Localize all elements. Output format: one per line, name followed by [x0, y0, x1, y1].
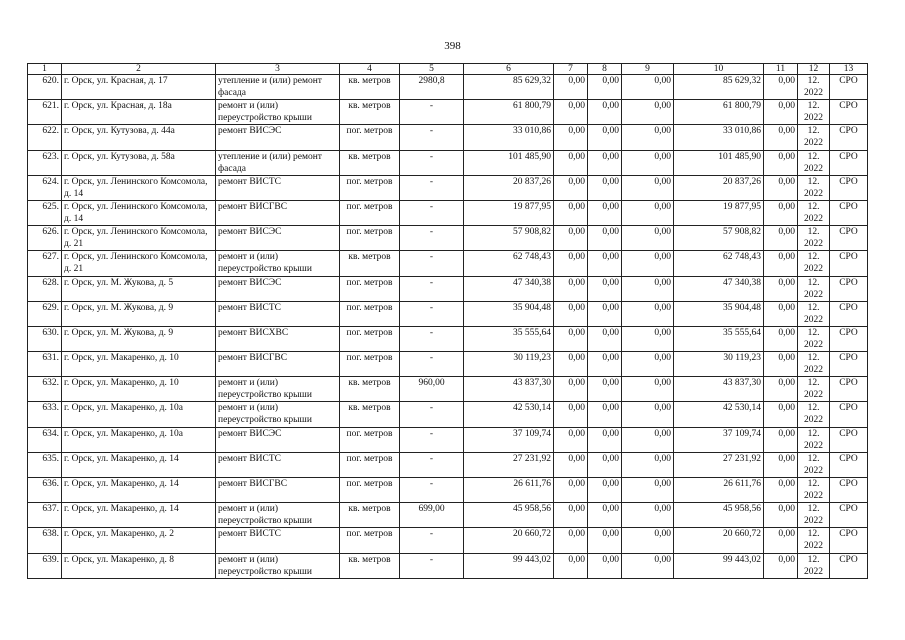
work-type-cell: ремонт ВИСЭС: [216, 276, 340, 301]
source-cell: СРО: [830, 478, 868, 503]
date-cell: 12. 2022: [798, 200, 830, 225]
col11-cell: 0,00: [764, 100, 798, 125]
date-cell: 12. 2022: [798, 402, 830, 427]
address-cell: г. Орск, ул. М. Жукова, д. 5: [62, 276, 216, 301]
col7-cell: 0,00: [554, 427, 588, 452]
table-row: [28, 276, 868, 301]
column-number-row: [28, 64, 868, 75]
source-cell: СРО: [830, 553, 868, 578]
col8-cell: 0,00: [588, 150, 622, 175]
table-row: [28, 226, 868, 251]
work-type-cell: ремонт и (или) переустройство крыши: [216, 503, 340, 528]
address-cell: г. Орск, ул. Макаренко, д. 2: [62, 528, 216, 553]
area-cell: -: [400, 251, 464, 276]
column-header-8: 8: [588, 64, 622, 75]
address-cell: г. Орск, ул. Ленинского Комсомола, д. 21: [62, 226, 216, 251]
date-cell: 12. 2022: [798, 528, 830, 553]
address-cell: г. Орск, ул. Макаренко, д. 10: [62, 377, 216, 402]
unit-cell: кв. метров: [340, 377, 400, 402]
col9-cell: 0,00: [622, 427, 674, 452]
col7-cell: 0,00: [554, 100, 588, 125]
table-row: [28, 427, 868, 452]
unit-cell: пог. метров: [340, 226, 400, 251]
source-cell: СРО: [830, 100, 868, 125]
column-header-13: 13: [830, 64, 868, 75]
row-number: 620.: [28, 75, 62, 100]
col9-cell: 0,00: [622, 200, 674, 225]
address-cell: г. Орск, ул. Красная, д. 18а: [62, 100, 216, 125]
area-cell: 699,00: [400, 503, 464, 528]
total-cost-cell: 101 485,90: [464, 150, 554, 175]
col11-cell: 0,00: [764, 352, 798, 377]
row-number: 636.: [28, 478, 62, 503]
date-cell: 12. 2022: [798, 75, 830, 100]
source-cell: СРО: [830, 503, 868, 528]
unit-cell: кв. метров: [340, 503, 400, 528]
address-cell: г. Орск, ул. М. Жукова, д. 9: [62, 326, 216, 351]
col10-cell: 85 629,32: [674, 75, 764, 100]
col9-cell: 0,00: [622, 150, 674, 175]
col9-cell: 0,00: [622, 352, 674, 377]
col8-cell: 0,00: [588, 125, 622, 150]
table-row: [28, 301, 868, 326]
total-cost-cell: 26 611,76: [464, 478, 554, 503]
col7-cell: 0,00: [554, 553, 588, 578]
col8-cell: 0,00: [588, 100, 622, 125]
unit-cell: пог. метров: [340, 427, 400, 452]
area-cell: -: [400, 402, 464, 427]
col11-cell: 0,00: [764, 427, 798, 452]
col11-cell: 0,00: [764, 377, 798, 402]
work-type-cell: ремонт и (или) переустройство крыши: [216, 251, 340, 276]
row-number: 628.: [28, 276, 62, 301]
col8-cell: 0,00: [588, 75, 622, 100]
col9-cell: 0,00: [622, 528, 674, 553]
work-type-cell: ремонт и (или) переустройство крыши: [216, 100, 340, 125]
col9-cell: 0,00: [622, 478, 674, 503]
col10-cell: 101 485,90: [674, 150, 764, 175]
area-cell: -: [400, 326, 464, 351]
col8-cell: 0,00: [588, 251, 622, 276]
address-cell: г. Орск, ул. Макаренко, д. 10а: [62, 427, 216, 452]
work-type-cell: ремонт ВИСТС: [216, 528, 340, 553]
col7-cell: 0,00: [554, 352, 588, 377]
col7-cell: 0,00: [554, 452, 588, 477]
col11-cell: 0,00: [764, 528, 798, 553]
unit-cell: пог. метров: [340, 175, 400, 200]
col11-cell: 0,00: [764, 326, 798, 351]
col8-cell: 0,00: [588, 427, 622, 452]
col10-cell: 27 231,92: [674, 452, 764, 477]
total-cost-cell: 35 904,48: [464, 301, 554, 326]
source-cell: СРО: [830, 377, 868, 402]
unit-cell: пог. метров: [340, 452, 400, 477]
area-cell: -: [400, 301, 464, 326]
col8-cell: 0,00: [588, 200, 622, 225]
col9-cell: 0,00: [622, 251, 674, 276]
table-row: [28, 100, 868, 125]
work-type-cell: ремонт и (или) переустройство крыши: [216, 402, 340, 427]
unit-cell: пог. метров: [340, 528, 400, 553]
col7-cell: 0,00: [554, 402, 588, 427]
col10-cell: 45 958,56: [674, 503, 764, 528]
col10-cell: 19 877,95: [674, 200, 764, 225]
source-cell: СРО: [830, 402, 868, 427]
col8-cell: 0,00: [588, 452, 622, 477]
unit-cell: кв. метров: [340, 100, 400, 125]
table-row: [28, 478, 868, 503]
source-cell: СРО: [830, 276, 868, 301]
date-cell: 12. 2022: [798, 377, 830, 402]
date-cell: 12. 2022: [798, 427, 830, 452]
unit-cell: кв. метров: [340, 150, 400, 175]
total-cost-cell: 42 530,14: [464, 402, 554, 427]
col8-cell: 0,00: [588, 377, 622, 402]
col10-cell: 57 908,82: [674, 226, 764, 251]
unit-cell: кв. метров: [340, 402, 400, 427]
address-cell: г. Орск, ул. Кутузова, д. 44а: [62, 125, 216, 150]
col11-cell: 0,00: [764, 175, 798, 200]
address-cell: г. Орск, ул. Макаренко, д. 14: [62, 503, 216, 528]
col11-cell: 0,00: [764, 150, 798, 175]
col9-cell: 0,00: [622, 226, 674, 251]
area-cell: -: [400, 352, 464, 377]
total-cost-cell: 33 010,86: [464, 125, 554, 150]
area-cell: -: [400, 150, 464, 175]
date-cell: 12. 2022: [798, 125, 830, 150]
date-cell: 12. 2022: [798, 553, 830, 578]
col11-cell: 0,00: [764, 125, 798, 150]
area-cell: 2980,8: [400, 75, 464, 100]
table-row: [28, 503, 868, 528]
area-cell: 960,00: [400, 377, 464, 402]
col7-cell: 0,00: [554, 478, 588, 503]
source-cell: СРО: [830, 251, 868, 276]
area-cell: -: [400, 200, 464, 225]
unit-cell: пог. метров: [340, 125, 400, 150]
col7-cell: 0,00: [554, 226, 588, 251]
col7-cell: 0,00: [554, 326, 588, 351]
table-row: [28, 200, 868, 225]
source-cell: СРО: [830, 301, 868, 326]
column-header-2: 2: [62, 64, 216, 75]
source-cell: СРО: [830, 352, 868, 377]
col7-cell: 0,00: [554, 125, 588, 150]
col9-cell: 0,00: [622, 553, 674, 578]
col7-cell: 0,00: [554, 377, 588, 402]
table-row: [28, 175, 868, 200]
col8-cell: 0,00: [588, 402, 622, 427]
source-cell: СРО: [830, 427, 868, 452]
date-cell: 12. 2022: [798, 175, 830, 200]
address-cell: г. Орск, ул. Макаренко, д. 14: [62, 478, 216, 503]
column-header-7: 7: [554, 64, 588, 75]
col8-cell: 0,00: [588, 352, 622, 377]
col9-cell: 0,00: [622, 276, 674, 301]
row-number: 632.: [28, 377, 62, 402]
table-row: [28, 528, 868, 553]
col7-cell: 0,00: [554, 276, 588, 301]
col8-cell: 0,00: [588, 175, 622, 200]
col8-cell: 0,00: [588, 276, 622, 301]
work-type-cell: утепление и (или) ремонт фасада: [216, 75, 340, 100]
total-cost-cell: 19 877,95: [464, 200, 554, 225]
address-cell: г. Орск, ул. Макаренко, д. 8: [62, 553, 216, 578]
table-row: [28, 251, 868, 276]
table-row: [28, 352, 868, 377]
area-cell: -: [400, 528, 464, 553]
column-header-3: 3: [216, 64, 340, 75]
column-header-10: 10: [674, 64, 764, 75]
source-cell: СРО: [830, 175, 868, 200]
table-row: [28, 125, 868, 150]
col11-cell: 0,00: [764, 402, 798, 427]
column-header-9: 9: [622, 64, 674, 75]
work-type-cell: ремонт ВИСЭС: [216, 427, 340, 452]
work-type-cell: ремонт ВИСХВС: [216, 326, 340, 351]
col10-cell: 33 010,86: [674, 125, 764, 150]
area-cell: -: [400, 427, 464, 452]
column-header-4: 4: [340, 64, 400, 75]
col10-cell: 20 837,26: [674, 175, 764, 200]
total-cost-cell: 37 109,74: [464, 427, 554, 452]
table-row: [28, 553, 868, 578]
unit-cell: пог. метров: [340, 478, 400, 503]
col7-cell: 0,00: [554, 251, 588, 276]
total-cost-cell: 30 119,23: [464, 352, 554, 377]
area-cell: -: [400, 452, 464, 477]
table-row: [28, 452, 868, 477]
col8-cell: 0,00: [588, 478, 622, 503]
col10-cell: 35 555,64: [674, 326, 764, 351]
work-type-cell: ремонт ВИСЭС: [216, 226, 340, 251]
col7-cell: 0,00: [554, 150, 588, 175]
area-cell: -: [400, 125, 464, 150]
col7-cell: 0,00: [554, 75, 588, 100]
col10-cell: 62 748,43: [674, 251, 764, 276]
col9-cell: 0,00: [622, 75, 674, 100]
col9-cell: 0,00: [622, 100, 674, 125]
row-number: 635.: [28, 452, 62, 477]
col7-cell: 0,00: [554, 528, 588, 553]
row-number: 623.: [28, 150, 62, 175]
col9-cell: 0,00: [622, 452, 674, 477]
date-cell: 12. 2022: [798, 326, 830, 351]
repair-schedule-table: [27, 63, 868, 579]
col10-cell: 37 109,74: [674, 427, 764, 452]
col9-cell: 0,00: [622, 175, 674, 200]
work-type-cell: ремонт ВИСЭС: [216, 125, 340, 150]
total-cost-cell: 62 748,43: [464, 251, 554, 276]
col10-cell: 30 119,23: [674, 352, 764, 377]
col10-cell: 99 443,02: [674, 553, 764, 578]
row-number: 622.: [28, 125, 62, 150]
row-number: 634.: [28, 427, 62, 452]
work-type-cell: ремонт и (или) переустройство крыши: [216, 553, 340, 578]
address-cell: г. Орск, ул. Макаренко, д. 10: [62, 352, 216, 377]
col8-cell: 0,00: [588, 301, 622, 326]
table-row: [28, 402, 868, 427]
date-cell: 12. 2022: [798, 478, 830, 503]
date-cell: 12. 2022: [798, 150, 830, 175]
col9-cell: 0,00: [622, 326, 674, 351]
total-cost-cell: 85 629,32: [464, 75, 554, 100]
date-cell: 12. 2022: [798, 503, 830, 528]
work-type-cell: ремонт ВИСТС: [216, 301, 340, 326]
col11-cell: 0,00: [764, 301, 798, 326]
total-cost-cell: 47 340,38: [464, 276, 554, 301]
area-cell: -: [400, 276, 464, 301]
col8-cell: 0,00: [588, 226, 622, 251]
row-number: 626.: [28, 226, 62, 251]
work-type-cell: утепление и (или) ремонт фасада: [216, 150, 340, 175]
col10-cell: 35 904,48: [674, 301, 764, 326]
col8-cell: 0,00: [588, 553, 622, 578]
column-header-5: 5: [400, 64, 464, 75]
total-cost-cell: 99 443,02: [464, 553, 554, 578]
row-number: 639.: [28, 553, 62, 578]
source-cell: СРО: [830, 528, 868, 553]
source-cell: СРО: [830, 452, 868, 477]
address-cell: г. Орск, ул. Ленинского Комсомола, д. 14: [62, 200, 216, 225]
unit-cell: кв. метров: [340, 75, 400, 100]
total-cost-cell: 57 908,82: [464, 226, 554, 251]
row-number: 627.: [28, 251, 62, 276]
column-header-11: 11: [764, 64, 798, 75]
total-cost-cell: 45 958,56: [464, 503, 554, 528]
date-cell: 12. 2022: [798, 100, 830, 125]
row-number: 637.: [28, 503, 62, 528]
unit-cell: пог. метров: [340, 276, 400, 301]
col10-cell: 47 340,38: [674, 276, 764, 301]
col9-cell: 0,00: [622, 301, 674, 326]
source-cell: СРО: [830, 326, 868, 351]
column-header-12: 12: [798, 64, 830, 75]
unit-cell: пог. метров: [340, 352, 400, 377]
work-type-cell: ремонт ВИСГВС: [216, 200, 340, 225]
address-cell: г. Орск, ул. Кутузова, д. 58а: [62, 150, 216, 175]
address-cell: г. Орск, ул. Красная, д. 17: [62, 75, 216, 100]
col9-cell: 0,00: [622, 402, 674, 427]
area-cell: -: [400, 553, 464, 578]
col11-cell: 0,00: [764, 226, 798, 251]
row-number: 621.: [28, 100, 62, 125]
col11-cell: 0,00: [764, 251, 798, 276]
col11-cell: 0,00: [764, 503, 798, 528]
work-type-cell: ремонт ВИСТС: [216, 175, 340, 200]
unit-cell: пог. метров: [340, 326, 400, 351]
address-cell: г. Орск, ул. М. Жукова, д. 9: [62, 301, 216, 326]
column-header-1: 1: [28, 64, 62, 75]
col9-cell: 0,00: [622, 377, 674, 402]
area-cell: -: [400, 226, 464, 251]
total-cost-cell: 20 837,26: [464, 175, 554, 200]
col11-cell: 0,00: [764, 553, 798, 578]
total-cost-cell: 20 660,72: [464, 528, 554, 553]
col10-cell: 20 660,72: [674, 528, 764, 553]
col9-cell: 0,00: [622, 125, 674, 150]
col11-cell: 0,00: [764, 200, 798, 225]
address-cell: г. Орск, ул. Ленинского Комсомола, д. 14: [62, 175, 216, 200]
work-type-cell: ремонт и (или) переустройство крыши: [216, 377, 340, 402]
date-cell: 12. 2022: [798, 452, 830, 477]
table-body: [28, 75, 868, 579]
page-number: 398: [444, 40, 461, 52]
total-cost-cell: 27 231,92: [464, 452, 554, 477]
work-type-cell: ремонт ВИСГВС: [216, 478, 340, 503]
row-number: 638.: [28, 528, 62, 553]
row-number: 624.: [28, 175, 62, 200]
col10-cell: 26 611,76: [674, 478, 764, 503]
col10-cell: 42 530,14: [674, 402, 764, 427]
work-type-cell: ремонт ВИСГВС: [216, 352, 340, 377]
table-row: [28, 150, 868, 175]
col10-cell: 61 800,79: [674, 100, 764, 125]
date-cell: 12. 2022: [798, 352, 830, 377]
col7-cell: 0,00: [554, 200, 588, 225]
col11-cell: 0,00: [764, 452, 798, 477]
source-cell: СРО: [830, 125, 868, 150]
work-type-cell: ремонт ВИСТС: [216, 452, 340, 477]
total-cost-cell: 61 800,79: [464, 100, 554, 125]
area-cell: -: [400, 478, 464, 503]
table-row: [28, 377, 868, 402]
date-cell: 12. 2022: [798, 226, 830, 251]
col11-cell: 0,00: [764, 478, 798, 503]
source-cell: СРО: [830, 226, 868, 251]
unit-cell: кв. метров: [340, 251, 400, 276]
column-header-6: 6: [464, 64, 554, 75]
unit-cell: пог. метров: [340, 200, 400, 225]
area-cell: -: [400, 100, 464, 125]
date-cell: 12. 2022: [798, 251, 830, 276]
address-cell: г. Орск, ул. Ленинского Комсомола, д. 21: [62, 251, 216, 276]
row-number: 629.: [28, 301, 62, 326]
col7-cell: 0,00: [554, 301, 588, 326]
unit-cell: пог. метров: [340, 301, 400, 326]
col11-cell: 0,00: [764, 276, 798, 301]
table-row: [28, 326, 868, 351]
area-cell: -: [400, 175, 464, 200]
col7-cell: 0,00: [554, 175, 588, 200]
col7-cell: 0,00: [554, 503, 588, 528]
address-cell: г. Орск, ул. Макаренко, д. 14: [62, 452, 216, 477]
col9-cell: 0,00: [622, 503, 674, 528]
source-cell: СРО: [830, 75, 868, 100]
col10-cell: 43 837,30: [674, 377, 764, 402]
row-number: 633.: [28, 402, 62, 427]
col8-cell: 0,00: [588, 326, 622, 351]
row-number: 630.: [28, 326, 62, 351]
col8-cell: 0,00: [588, 528, 622, 553]
total-cost-cell: 43 837,30: [464, 377, 554, 402]
source-cell: СРО: [830, 200, 868, 225]
total-cost-cell: 35 555,64: [464, 326, 554, 351]
table-row: [28, 75, 868, 100]
source-cell: СРО: [830, 150, 868, 175]
date-cell: 12. 2022: [798, 301, 830, 326]
date-cell: 12. 2022: [798, 276, 830, 301]
col11-cell: 0,00: [764, 75, 798, 100]
col8-cell: 0,00: [588, 503, 622, 528]
row-number: 625.: [28, 200, 62, 225]
row-number: 631.: [28, 352, 62, 377]
unit-cell: кв. метров: [340, 553, 400, 578]
address-cell: г. Орск, ул. Макаренко, д. 10а: [62, 402, 216, 427]
